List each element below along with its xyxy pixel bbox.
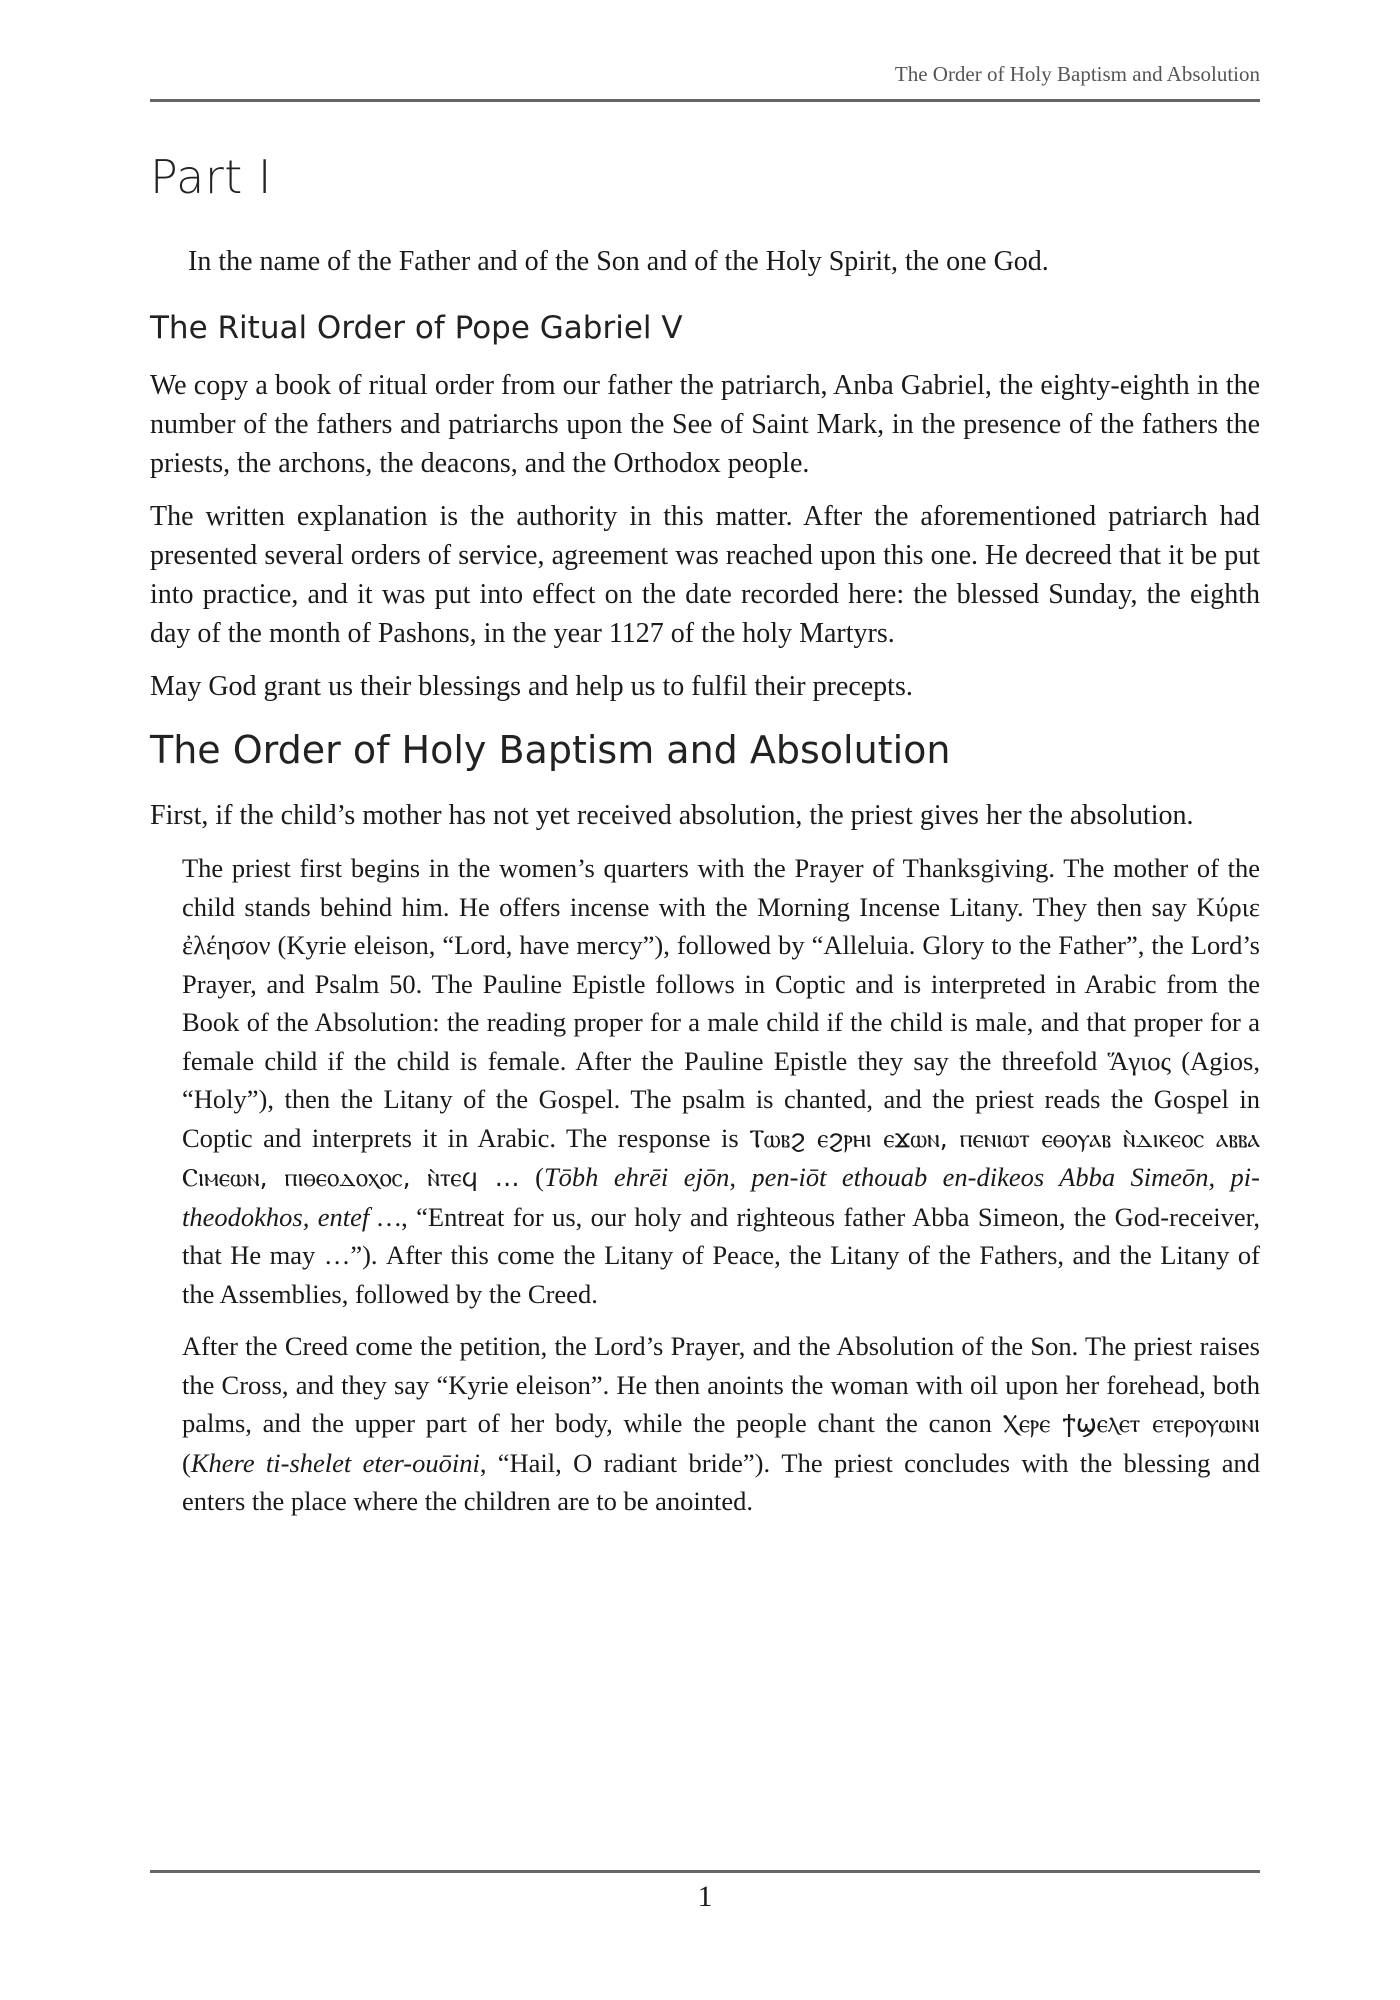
indented-paragraph bbox=[182, 849, 1260, 1313]
text-run: (Agios, “Holy”), then the Litany of the Gospel. The psalm is chanted, and the priest reads the Gospel in Coptic and interprets it in Arabic. The response is bbox=[182, 1045, 1260, 1153]
running-header: The Order of Holy Baptism and Absolution bbox=[894, 62, 1260, 86]
paragraph-intro: First, if the child’s mother has not yet received absolution, the priest gives her the absolution. bbox=[150, 800, 1194, 831]
section-heading-ritual-order: The Ritual Order of Pope Gabriel V bbox=[150, 310, 683, 346]
paragraph: We copy a book of ritual order from our father the patriarch, Anba Gabriel, the eighty-eighth in the number of the fathers and patriarchs upon the See of Saint Mark, in the presence of the fathers the priests, the archons, the deacons, and the Orthodox people. bbox=[150, 370, 1260, 479]
indented-paragraph bbox=[182, 1327, 1260, 1521]
greek-text: Κύριε ἐλέησον bbox=[182, 891, 1260, 960]
page-content bbox=[150, 150, 1260, 1535]
transliteration: Khere ti-shelet eter-ouōini bbox=[190, 1447, 480, 1478]
section-heading-baptism: The Order of Holy Baptism and Absolution bbox=[150, 728, 951, 772]
paragraph: The written explanation is the authority in this matter. After the aforementioned patriarch had presented several orders of service, agreement was reached upon this one. He decreed that it be put into practice, and it was put into effect on the date recorded here: the blessed Sunday, the eighth day of the month of Pashons, in the year 1127 of the holy Martyrs. bbox=[150, 501, 1260, 649]
transliteration: Tōbh ehrēi ejōn, pen-iōt ethouab en-dikeos Abba Simeōn, pi-theodokhos, entef … bbox=[182, 1162, 1260, 1232]
part-title: Part I bbox=[150, 150, 272, 204]
page-number: 1 bbox=[697, 1880, 713, 1913]
text-run: , “Entreat for us, our holy and righteous father Abba Simeon, the God-receiver, that He may …”). After this come the Litany of Peace, the Litany of the Fathers, and the Litany of the Assemblies, followed by the Creed. bbox=[182, 1201, 1260, 1309]
text-run: , “Hail, O radiant bride”). The priest concludes with the blessing and enters the place where the children are to be anointed. bbox=[182, 1447, 1260, 1516]
coptic-text: Ⲭⲉⲣⲉ ϯϣⲉⲗⲉⲧ ⲉⲧⲉⲣⲟⲩⲱⲓⲛⲓ bbox=[1002, 1409, 1260, 1438]
paragraph: May God grant us their blessings and help us to fulfil their precepts. bbox=[150, 671, 913, 702]
invocation: In the name of the Father and of the Son and of the Holy Spirit, the one God. bbox=[188, 246, 1049, 277]
text-run: After the Creed come the petition, the Lord’s Prayer, and the Absolution of the Son. The priest raises the Cross, and they say “Kyrie eleison”. He then anoints the woman with oil upon her forehead, both palms, and the upper part of her body, while the people chant the canon bbox=[182, 1331, 1260, 1438]
coptic-text: Ⲧⲱⲃϩ ⲉϩⲣⲏⲓ ⲉϫⲱⲛ, ⲡⲉⲛⲓⲱⲧ ⲉⲑⲟⲩⲁⲃ ⲛ̀ⲇⲓⲕⲉⲟⲥ ⲁⲃⲃⲁ Ⲥⲓⲙⲉⲱⲛ, ⲡⲓⲑⲉⲟⲇⲟⲭⲟⲥ, ⲛ̀ⲧⲉϥ … bbox=[182, 1123, 1261, 1192]
text-run: (Kyrie eleison, “Lord, have mercy”), followed by “Alleluia. Glory to the Father”, the Lord’s Prayer, and Psalm 50. The Pauline Epistle follows in Coptic and is interpreted in Arabic from the Book of the Absolution: the reading proper for a male child if the child is male, and that proper for a female child if the child is female. After the Pauline Epistle they say the threefold bbox=[182, 930, 1260, 1076]
footer-rule bbox=[150, 1870, 1260, 1873]
header-rule bbox=[150, 99, 1260, 102]
greek-text: Ἅγιος bbox=[1107, 1045, 1171, 1076]
text-run: The priest first begins in the women’s quarters with the Prayer of Thanksgiving. The mother of the child stands behind him. He offers incense with the Morning Incense Litany. They then say bbox=[182, 853, 1260, 922]
text-run: ( bbox=[519, 1162, 544, 1192]
text-run: ( bbox=[182, 1447, 191, 1478]
